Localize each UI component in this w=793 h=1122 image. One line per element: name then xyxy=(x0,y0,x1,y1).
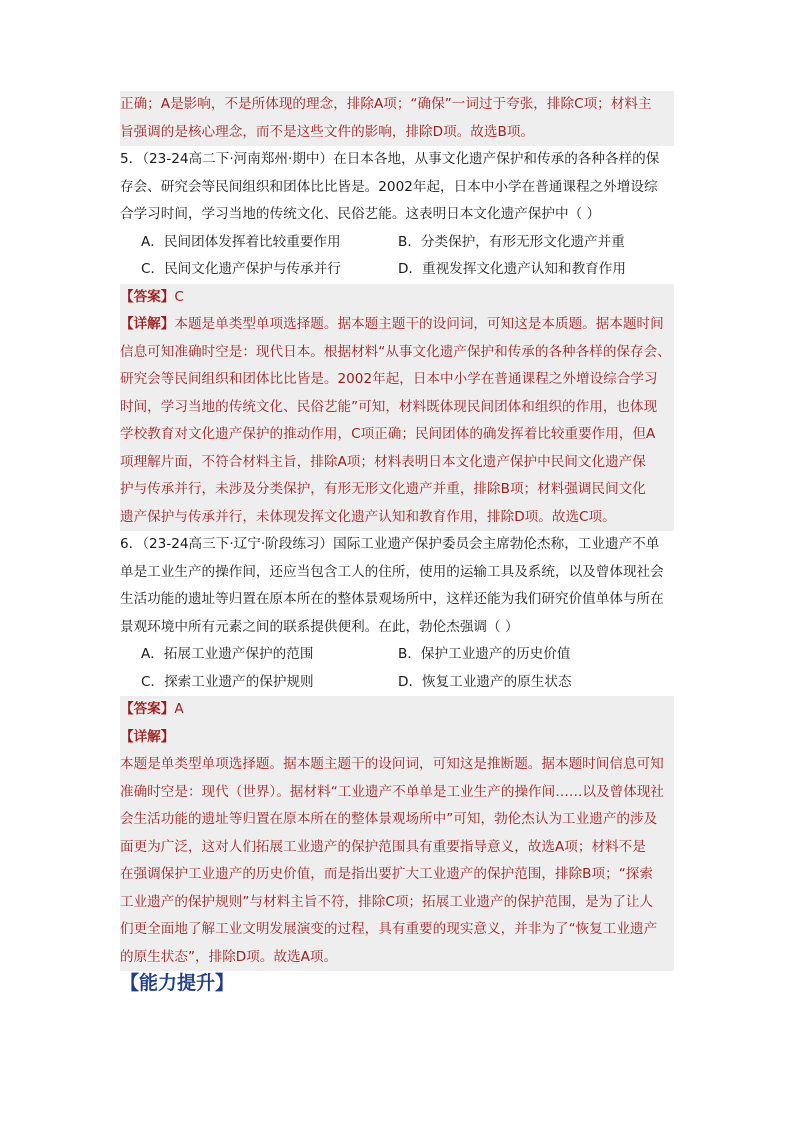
question-5-stem: 5．（23-24高二下·河南郑州·期中）在日本各地，从事文化遗产保护和传承的各种各样的保 xyxy=(120,151,660,167)
question-5-answer xyxy=(120,284,674,312)
question-6-detail: 准确时空是：现代（世界）。据材料“工业遗产不单单是工业生产的操作间……以及曾体现社 xyxy=(120,779,674,807)
question-5-detail: 遗产保护与传承并行，未体现发挥文化遗产认知和教育作用，排除D项。故选C项。 xyxy=(120,504,674,532)
detail-text: 本题是单类型单项选择题。据本题主题干的设问词，可知这是本质题。据本题时间 xyxy=(174,316,664,332)
question-6-stem: 景观环境中所有元素之间的联系提供便利。在此，勃伦杰强调（ ） xyxy=(120,618,519,635)
option-d: D．恢复工业遗产的原生状态 xyxy=(398,673,572,690)
question-5-detail: 学校教育对文化遗产保护的推动作用，C项正确；民间团体的确发挥着比较重要作用，但A xyxy=(120,421,674,449)
answer-value: C xyxy=(174,288,184,305)
question-5-stem: 合学习时间，学习当地的传统文化、民俗艺能。这表明日本文化遗产保护中（ ） xyxy=(120,206,601,222)
question-6-detail: 的原生状态”，排除D项。故选A项。 xyxy=(120,944,674,972)
question-5-options-row-2 xyxy=(120,256,674,284)
question-6-detail: 面更为广泛，这对人们拓展工业遗产的保护范围具有重要指导意义，故选A项；材料不是 xyxy=(120,834,674,862)
question-6-detail-heading xyxy=(120,724,674,752)
question-6-stem: 生活功能的遗址等归置在原本所在的整体景观场所中，这样还能为我们研究价值单体与所在 xyxy=(120,591,664,607)
question-6-detail: 们更全面地了解工业文明发展演变的过程，具有重要的现实意义，并非为了“恢复工业遗产 xyxy=(120,916,674,944)
option-b: B．分类保护，有形无形文化遗产并重 xyxy=(398,233,625,250)
question-5-detail: 护与传承并行，未涉及分类保护，有形无形文化遗产并重，排除B项；材料强调民间文化 xyxy=(120,476,674,504)
question-6-detail: 本题是单类型单项选择题。据本题主题干的设问词，可知这是推断题。据本题时间信息可知 xyxy=(120,751,674,779)
question-6-answer xyxy=(120,696,674,724)
question-6-detail: 工业遗产的保护规则”与材料主旨不符，排除C项；拓展工业遗产的保护范围，是为了让人 xyxy=(120,889,674,917)
explanation-line: 旨强调的是核心理念，而不是这些文件的影响，排除D项。故选B项。 xyxy=(120,119,674,147)
question-5-detail: 时间，学习当地的传统文化、民俗艺能”可知，材料既体现民间团体和组织的作用，也体现 xyxy=(120,394,674,422)
answer-value: A xyxy=(174,701,184,717)
question-5-options-row-1 xyxy=(120,229,674,257)
detail-tag: 【详解】 xyxy=(120,316,175,332)
answer-tag: 【答案】 xyxy=(120,288,175,305)
question-6-detail: 在强调保护工业遗产的历史价值，而是指出要扩大工业遗产的保护范围，排除B项；“探索 xyxy=(120,861,674,889)
question-5-detail: 信息可知准确时空是：现代日本。根据材料“从事文化遗产保护和传承的各种各样的保存会、 xyxy=(120,339,674,367)
question-6-detail: 会生活功能的遗址等归置在原本所在的整体景观场所中”可知，勃伦杰认为工业遗产的涉及 xyxy=(120,806,674,834)
question-6-options-row-2 xyxy=(120,669,674,697)
question-6-stem: 6．（23-24高三下·辽宁·阶段练习）国际工业遗产保护委员会主席勃伦杰称，工业遗产不单 xyxy=(120,536,660,552)
option-c: C．民间文化遗产保护与传承并行 xyxy=(141,261,341,277)
option-d: D．重视发挥文化遗产认知和教育作用 xyxy=(398,261,626,277)
section-heading: 【能力提升】 xyxy=(120,972,235,994)
question-6-options-row-1 xyxy=(120,641,674,669)
question-5-detail xyxy=(120,311,674,339)
detail-tag: 【详解】 xyxy=(120,728,175,745)
answer-tag: 【答案】 xyxy=(120,701,175,717)
question-5-stem: 存会、研究会等民间组织和团体比比皆是。2002年起，日本中小学在普通课程之外增设综 xyxy=(120,178,658,195)
option-a: A．民间团体发挥着比较重要作用 xyxy=(141,233,341,250)
question-5-detail: 研究会等民间组织和团体比比皆是。2002年起，日本中小学在普通课程之外增设综合学习 xyxy=(120,366,674,394)
question-6-stem: 单是工业生产的操作间，还应当包含工人的住所，使用的运输工具及系统，以及曾体现社会 xyxy=(120,563,664,580)
question-5-detail: 项理解片面，不符合材料主旨，排除A项；材料表明日本文化遗产保护中民间文化遗产保 xyxy=(120,449,674,477)
option-b: B．保护工业遗产的历史价值 xyxy=(398,646,571,662)
option-a: A．拓展工业遗产保护的范围 xyxy=(141,646,314,662)
option-c: C．探索工业遗产的保护规则 xyxy=(141,673,314,690)
explanation-line: 正确；A是影响，不是所体现的理念，排除A项；“确保”一词过于夸张，排除C项；材料主 xyxy=(120,91,674,119)
document-body xyxy=(120,91,674,971)
